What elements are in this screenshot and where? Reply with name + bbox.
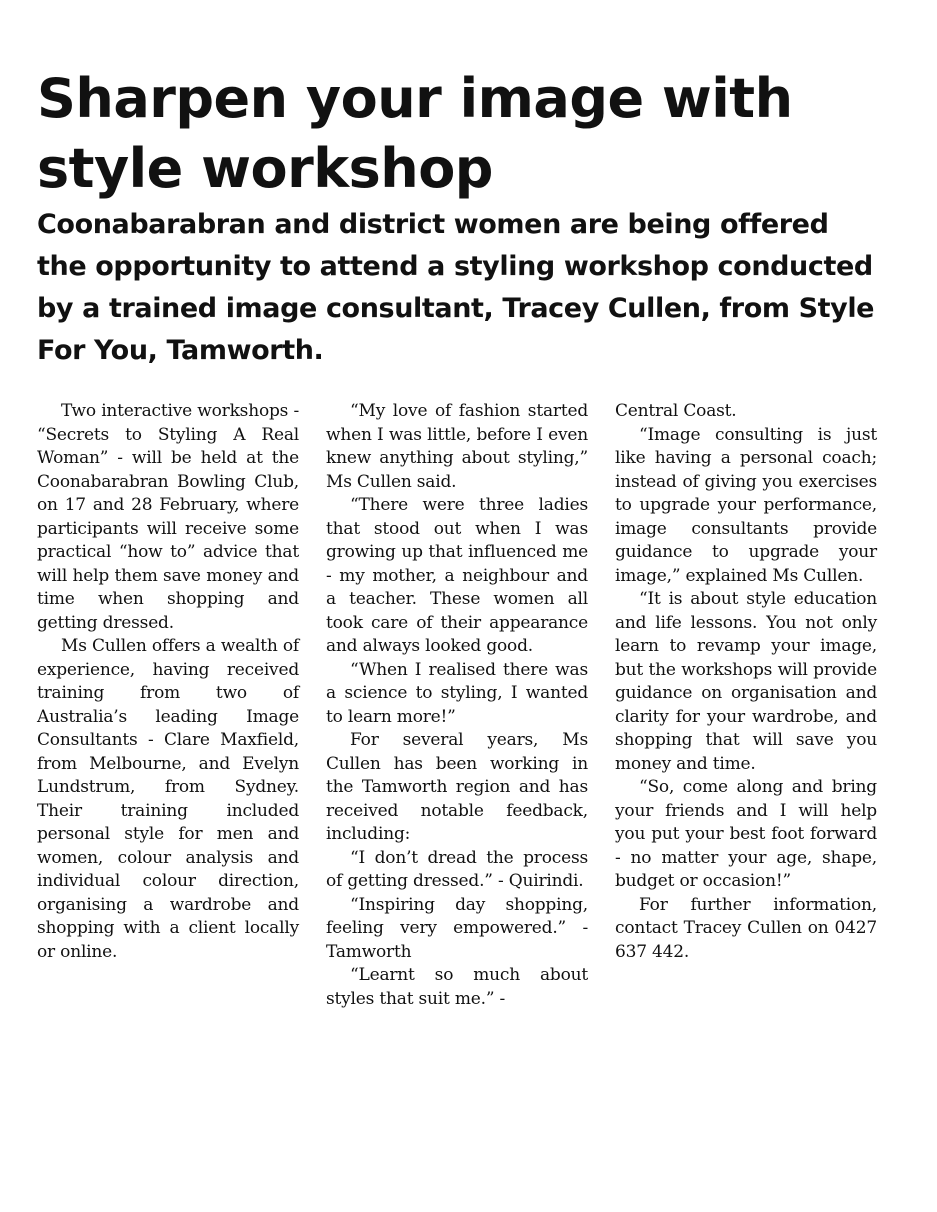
paragraph: Ms Cullen offers a wealth of experience, having received training from two of Australia’s leading Image Consultants - Clare Maxfield, from Melbourne, and Evelyn Lundstrum, from Sydney. Their training included personal style for men and women, colour analysis and individual colour direction, organising a wardrobe and shopping with a client locally or online.: [37, 636, 299, 962]
article-column-1: [37, 400, 299, 964]
article-standfirst: Coonabarabran and district women are being offered the opportunity to attend a styling workshop conducted by a trained image consultant, Tracey Cullen, from Style For You, Tamworth.: [37, 209, 875, 366]
paragraph-continued: Central Coast.: [615, 401, 737, 421]
paragraph: “I don’t dread the process of getting dressed.” - Quirindi.: [326, 847, 588, 891]
paragraph: Two interactive workshops - “Secrets to Styling A Real Woman” - will be held at the Coonabarabran Bowling Club, on 17 and 28 February, where participants will receive some practical “how to” advice that will help them save money and time when shopping and getting dressed.: [37, 401, 299, 633]
paragraph: For several years, Ms Cullen has been working in the Tamworth region and has received notable feedback, including:: [326, 730, 588, 844]
paragraph: “Inspiring day shopping, feeling very empowered.” - Tamworth: [326, 894, 588, 962]
paragraph: “When I realised there was a science to styling, I wanted to learn more!”: [326, 659, 588, 727]
paragraph: “It is about style education and life lessons. You not only learn to revamp your image, but the workshops will provide guidance on organisation and clarity for your wardrobe, and shopping that will save you money and time.: [615, 589, 877, 774]
paragraph: “My love of fashion started when I was little, before I even knew anything about styling,” Ms Cullen said.: [326, 401, 588, 492]
article-column-3: [615, 400, 877, 964]
paragraph: “Learnt so much about styles that suit me.” -: [326, 965, 588, 1009]
paragraph: For further information, contact Tracey Cullen on 0427 637 442.: [615, 894, 877, 962]
article-column-2: [326, 400, 588, 1011]
paragraph: “There were three ladies that stood out when I was growing up that influenced me - my mother, a neighbour and a teacher. These women all took care of their appearance and always looked good.: [326, 495, 588, 656]
paragraph: “So, come along and bring your friends and I will help you put your best foot forward - no matter your age, shape, budget or occasion!”: [615, 777, 877, 891]
paragraph: “Image consulting is just like having a personal coach; instead of giving you exercises to upgrade your performance, image consultants provide guidance to upgrade your image,” explained Ms Cullen.: [615, 424, 877, 586]
article-headline: Sharpen your image with style workshop: [37, 67, 793, 200]
